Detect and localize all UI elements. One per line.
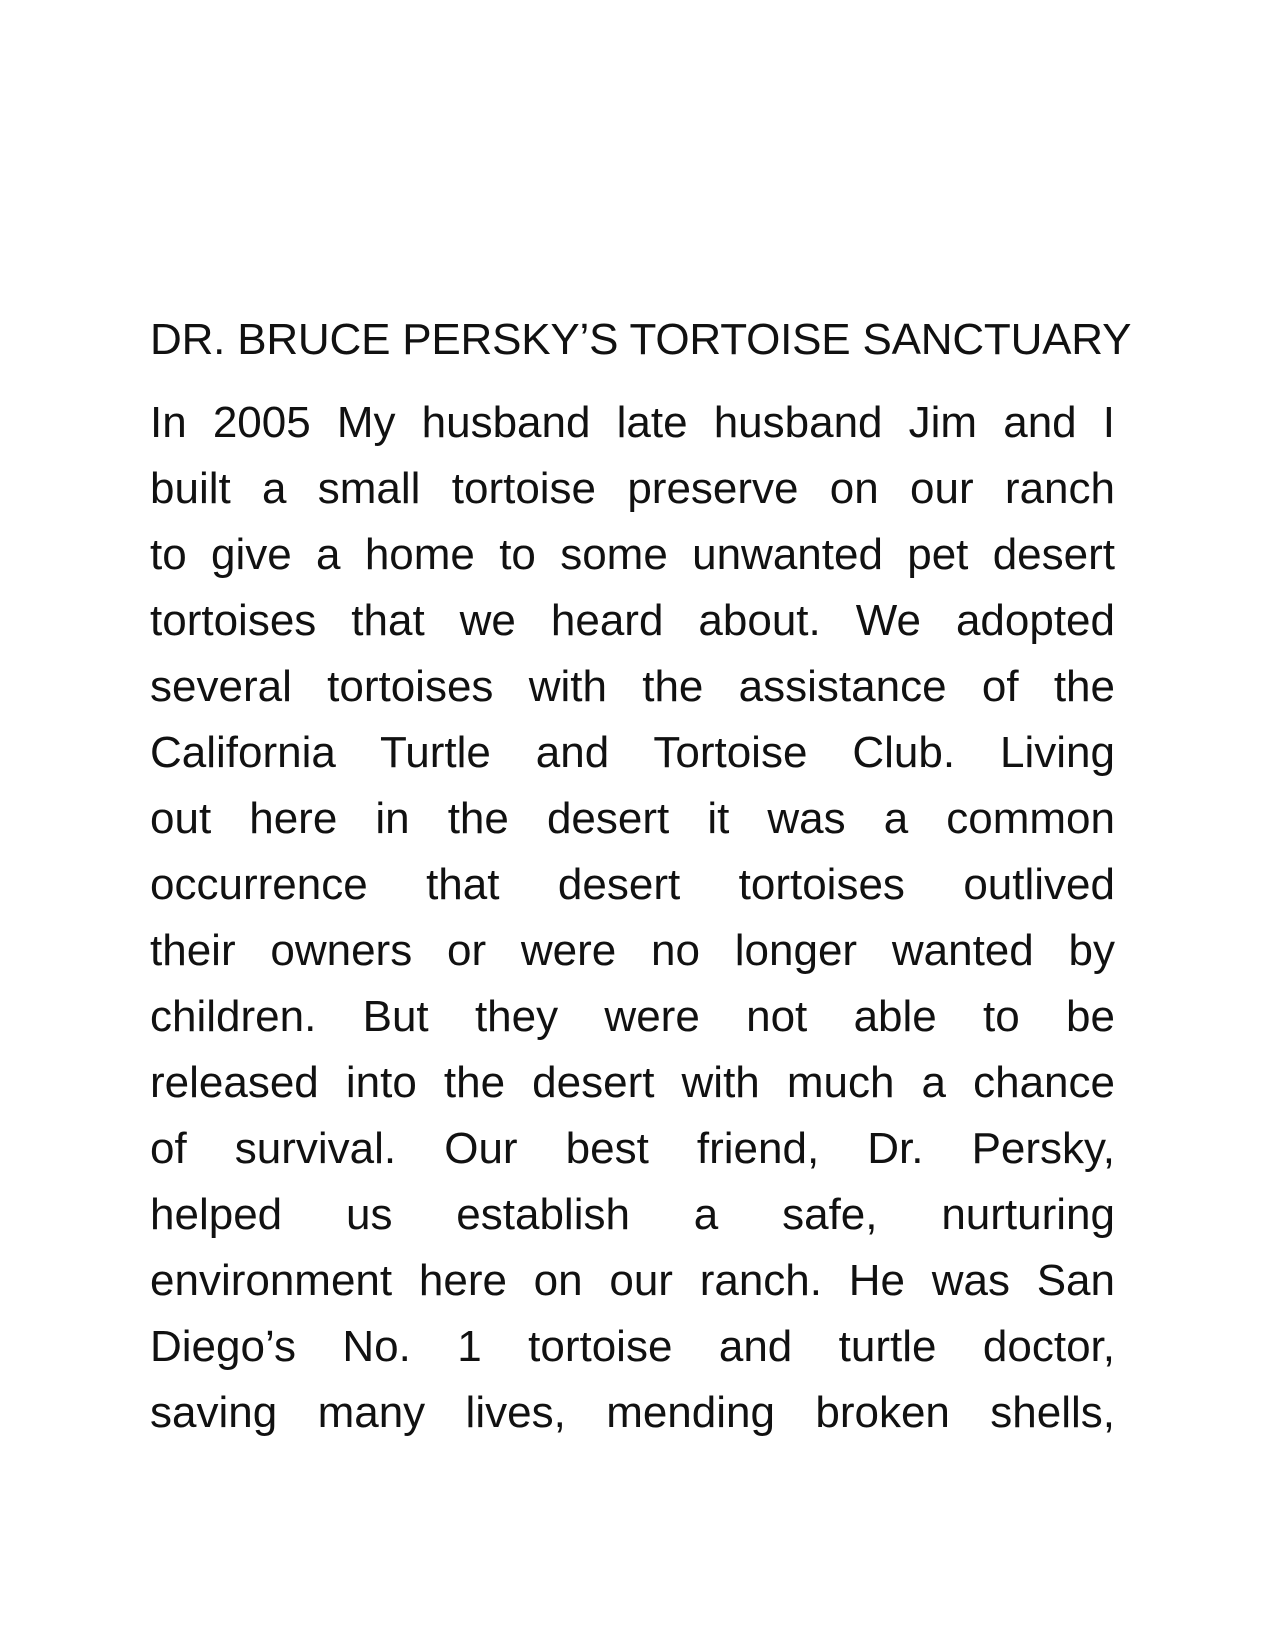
- body-line: released into the desert with much a chance: [150, 1058, 1115, 1107]
- body-line: of survival. Our best friend, Dr. Persky,: [150, 1124, 1115, 1173]
- body-line: out here in the desert it was a common: [150, 794, 1115, 843]
- body-line: helped us establish a safe, nurturing: [150, 1190, 1115, 1239]
- body-line: saving many lives, mending broken shells,: [150, 1388, 1115, 1437]
- body-line: children. But they were not able to be: [150, 992, 1115, 1041]
- body-line: built a small tortoise preserve on our ranch: [150, 464, 1115, 513]
- body-line: California Turtle and Tortoise Club. Living: [150, 728, 1115, 777]
- document-title: DR. BRUCE PERSKY’S TORTOISE SANCTUARY: [150, 315, 1132, 364]
- body-line: their owners or were no longer wanted by: [150, 926, 1115, 975]
- body-line: environment here on our ranch. He was San: [150, 1256, 1115, 1305]
- body-line: to give a home to some unwanted pet desert: [150, 530, 1115, 579]
- body-line: tortoises that we heard about. We adopted: [150, 596, 1115, 645]
- body-line: occurrence that desert tortoises outlived: [150, 860, 1115, 909]
- body-line: Diego’s No. 1 tortoise and turtle doctor,: [150, 1322, 1115, 1371]
- document-body: [150, 390, 1115, 1446]
- body-line: several tortoises with the assistance of the: [150, 662, 1115, 711]
- body-line: In 2005 My husband late husband Jim and I: [150, 398, 1115, 447]
